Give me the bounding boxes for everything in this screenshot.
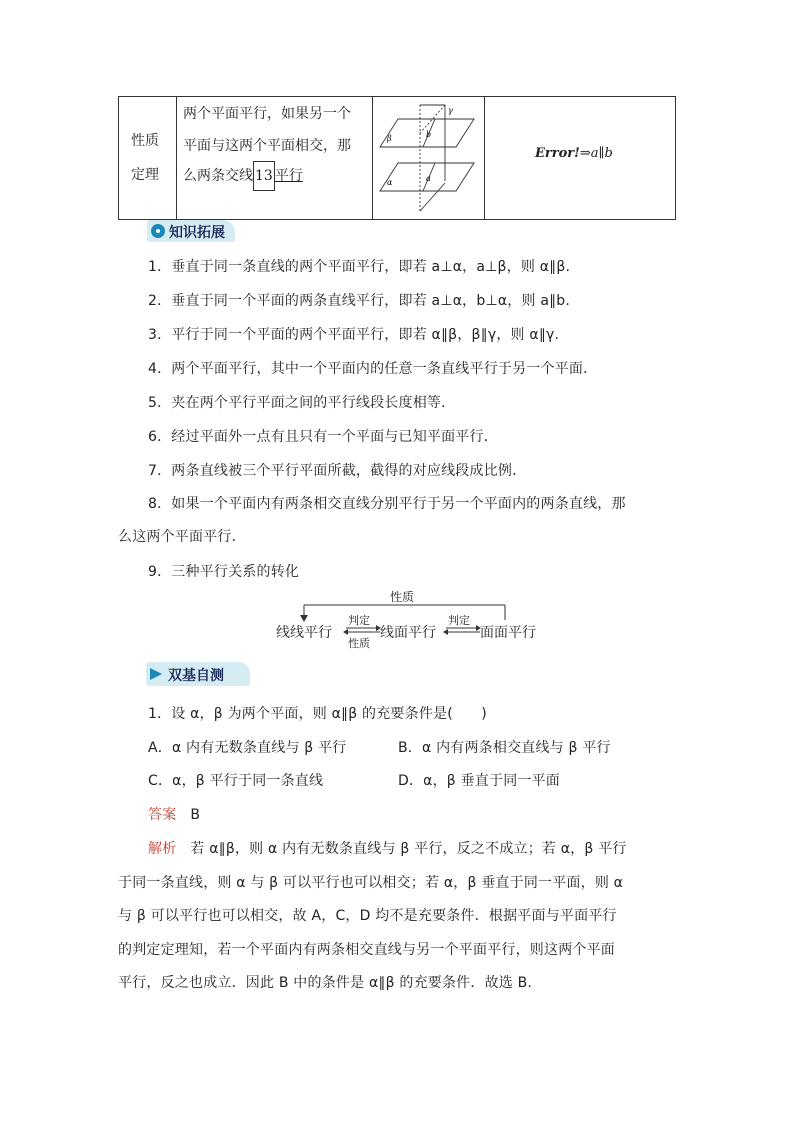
label-alpha: α (387, 178, 393, 187)
row-label-cell (119, 97, 177, 219)
diagram-prop-1: 性质 (348, 637, 370, 650)
explain-line-1 (148, 838, 627, 858)
label-a: a (426, 174, 431, 183)
option-a: A．α 内有无数条直线与 β 平行 (148, 740, 347, 756)
formula (535, 146, 613, 161)
label-beta: β (387, 134, 392, 143)
label-b: b (426, 130, 432, 139)
diagram-plane-plane: 面面平行 (480, 625, 536, 641)
figure-cell (373, 97, 485, 219)
explain-label: 解析 (148, 841, 177, 857)
option-c: C．α，β 平行于同一条直线 (148, 773, 324, 789)
option-b: B．α 内有两条相交直线与 β 平行 (398, 740, 611, 756)
diagram-judge-2: 判定 (448, 614, 470, 627)
theorem-text-cell (177, 97, 373, 219)
arrow-right-icon (150, 668, 162, 680)
knowledge-badge (147, 220, 235, 242)
knowledge-item-9: 9．三种平行关系的转化 (148, 564, 300, 580)
explain-line-3: 与 β 可以平行也可以相交，故 A，C，D 均不是充要条件．根据平面与平面平行 (118, 908, 617, 924)
theorem-line-2: 平面与这两个平面相交，那 (183, 138, 351, 154)
answer-label: 答案 (148, 807, 177, 823)
knowledge-item-7: 7．两条直线被三个平行平面所截，截得的对应线段成比例． (148, 463, 527, 479)
parallel-planes-figure (373, 97, 483, 219)
theorem-line-3 (183, 161, 303, 191)
diagram-line-line: 线线平行 (276, 625, 332, 641)
row-label-line-1: 性质 (131, 133, 159, 149)
diagram-line-plane: 线面平行 (380, 625, 436, 641)
knowledge-badge-label: 知识拓展 (169, 225, 225, 241)
explain-line-2: 于同一条直线，则 α 与 β 可以平行也可以相交；若 α，β 垂直于同一平面，则 α (118, 875, 624, 891)
knowledge-item-6: 6．经过平面外一点有且只有一个平面与已知平面平行． (148, 429, 498, 445)
knowledge-item-4: 4．两个平面平行，其中一个平面内的任意一条直线平行于另一个平面． (148, 361, 598, 377)
formula-cell (485, 97, 675, 219)
blank-number-box: 13 (253, 161, 275, 191)
explain-line-5: 平行，反之也成立．因此 B 中的条件是 α∥β 的充要条件．故选 B. (118, 975, 533, 991)
knowledge-item-1: 1．垂直于同一条直线的两个平面平行，即若 a⊥α，a⊥β，则 α∥β. (148, 259, 571, 275)
knowledge-item-3: 3．平行于同一个平面的两个平面平行，即若 α∥β，β∥γ，则 α∥γ. (148, 327, 560, 343)
theorem-table (118, 96, 676, 220)
parallel-relation-diagram (276, 588, 556, 652)
diagram-top-label: 性质 (390, 590, 415, 604)
knowledge-item-2: 2．垂直于同一个平面的两条直线平行，即若 a⊥α，b⊥α，则 a∥b. (148, 293, 571, 309)
formula-error: Error! (535, 146, 580, 161)
label-gamma: γ (448, 106, 453, 115)
question-1: 1．设 α，β 为两个平面，则 α∥β 的充要条件是( ) (148, 706, 487, 722)
explain-line-4: 的判定定理知，若一个平面内有两条相交直线与另一个平面平行，则这两个平面 (118, 942, 615, 958)
answer-row (148, 804, 200, 824)
formula-conclusion: ⇒a∥b (579, 146, 613, 161)
diagram-arrows (276, 588, 556, 652)
explain-text-1: 若 α∥β，则 α 内有无数条直线与 β 平行，反之不成立；若 α，β 平行 (190, 841, 627, 857)
test-badge (146, 662, 250, 686)
knowledge-item-8-cont: 么这两个平面平行． (118, 529, 246, 545)
blank-answer: 平行 (274, 168, 303, 184)
row-label-line-2: 定理 (131, 167, 159, 183)
diagram-judge-1: 判定 (348, 614, 370, 627)
theorem-line-1: 两个平面平行，如果另一个 (183, 106, 351, 122)
option-d: D．α，β 垂直于同一平面 (398, 773, 560, 789)
theorem-line-3-text: 么两条交线 (183, 168, 253, 184)
knowledge-item-5: 5．夹在两个平行平面之间的平行线段长度相等． (148, 395, 456, 411)
answer-value: B (190, 807, 201, 823)
bullet-dot-icon (151, 224, 165, 238)
test-badge-label: 双基自测 (168, 668, 224, 684)
knowledge-item-8: 8．如果一个平面内有两条相交直线分别平行于另一个平面内的两条直线，那 (148, 496, 626, 512)
